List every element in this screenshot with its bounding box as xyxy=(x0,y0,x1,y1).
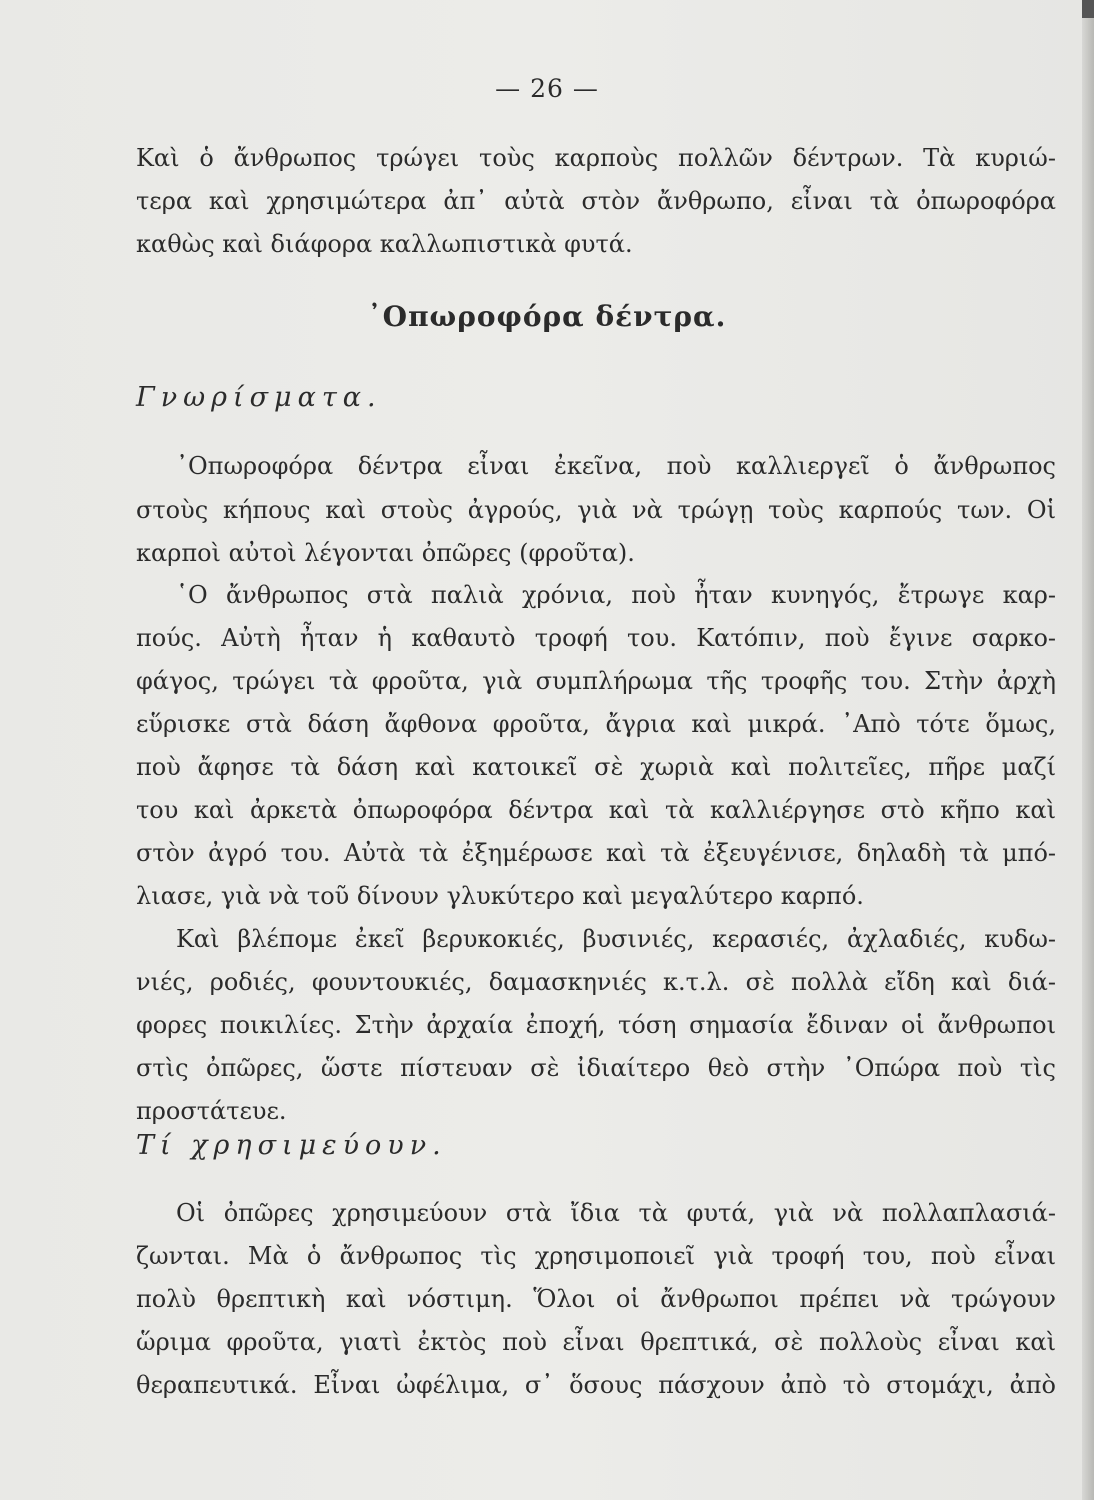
paragraph-line: Οἱ ὀπῶρες χρησιμεύουν στὰ ἴδια τὰ φυτά, γιὰ νὰ πολλαπλασιά- xyxy=(176,1199,1056,1227)
paragraph-line: στὶς ὀπῶρες, ὥστε πίστευαν σὲ ἰδιαίτερο θεὸ στὴν ᾿Οπώρα ποὺ τὶς xyxy=(136,1054,1056,1082)
paragraph-line: στοὺς κήπους καὶ στοὺς ἀγρούς, γιὰ νὰ τρώγῃ τοὺς καρπούς των. Οἱ xyxy=(136,496,1056,524)
paragraph-line: προστάτευε. xyxy=(136,1097,287,1125)
paragraph-line: νιές, ροδιές, φουντουκιές, δαμασκηνιές κ.τ.λ. σὲ πολλὰ εἴδη καὶ διά- xyxy=(136,968,1056,996)
paragraph-line: φορες ποικιλίες. Στὴν ἀρχαία ἐποχή, τόση σημασία ἔδιναν οἱ ἄνθρωποι xyxy=(136,1011,1056,1039)
subsection-title-uses: Τί χρησιμεύουν. xyxy=(136,1130,447,1161)
paragraph-line: ποὺ ἄφησε τὰ δάση καὶ κατοικεῖ σὲ χωριὰ καὶ πολιτεῖες, πῆρε μαζί xyxy=(136,753,1056,781)
section-title: ᾿Οπωροφόρα δέντρα. xyxy=(367,300,727,333)
paragraph-line: λιασε, γιὰ νὰ τοῦ δίνουν γλυκύτερο καὶ μεγαλύτερο καρπό. xyxy=(136,882,864,910)
intro-line: τερα καὶ χρησιμώτερα ἀπ᾿ αὐτὰ στὸν ἄνθρωπο, εἶναι τὰ ὀπωροφόρα xyxy=(136,187,1056,215)
page-edge xyxy=(1082,0,1094,1500)
paragraph-line: ζωνται. Μὰ ὁ ἄνθρωπος τὶς χρησιμοποιεῖ γιὰ τροφή του, ποὺ εἶναι xyxy=(136,1242,1056,1270)
paragraph-line: στὸν ἀγρό του. Αὐτὰ τὰ ἐξημέρωσε καὶ τὰ ἐξευγένισε, δηλαδὴ τὰ μπό- xyxy=(136,839,1056,867)
paragraph-line: εὕρισκε στὰ δάση ἄφθονα φροῦτα, ἄγρια καὶ μικρά. ᾿Απὸ τότε ὅμως, xyxy=(136,710,1056,738)
paragraph-line: πολὺ θρεπτικὴ καὶ νόστιμη. Ὅλοι οἱ ἄνθρωποι πρέπει νὰ τρώγουν xyxy=(136,1285,1056,1313)
subsection-title-features: Γνωρίσματα. xyxy=(136,382,382,413)
paragraph-line: ῾Ο ἄνθρωπος στὰ παλιὰ χρόνια, ποὺ ἦταν κυνηγός, ἔτρωγε καρ- xyxy=(176,581,1056,609)
paragraph-line: καρποὶ αὐτοὶ λέγονται ὀπῶρες (φροῦτα). xyxy=(136,539,635,567)
page-corner xyxy=(1082,0,1094,18)
paragraph-line: φάγος, τρώγει τὰ φροῦτα, γιὰ συμπλήρωμα τῆς τροφῆς του. Στὴν ἀρχὴ xyxy=(136,667,1056,695)
intro-line: καθὼς καὶ διάφορα καλλωπιστικὰ φυτά. xyxy=(136,230,633,258)
paragraph-line: ᾿Οπωροφόρα δέντρα εἶναι ἐκεῖνα, ποὺ καλλιεργεῖ ὁ ἄνθρωπος xyxy=(176,452,1056,480)
paragraph-line: Καὶ βλέπομε ἐκεῖ βερυκοκιές, βυσινιές, κερασιές, ἀχλαδιές, κυδω- xyxy=(176,925,1056,953)
page-number: — 26 — xyxy=(495,74,599,103)
paragraph-line: πούς. Αὐτὴ ἦταν ἡ καθαυτὸ τροφή του. Κατόπιν, ποὺ ἔγινε σαρκο- xyxy=(136,624,1056,652)
paragraph-line: θεραπευτικά. Εἶναι ὠφέλιμα, σ᾿ ὅσους πάσχουν ἀπὸ τὸ στομάχι, ἀπὸ xyxy=(136,1371,1056,1399)
intro-line: Καὶ ὁ ἄνθρωπος τρώγει τοὺς καρποὺς πολλῶν δέντρων. Τὰ κυριώ- xyxy=(136,144,1056,172)
paragraph-line: ὥριμα φροῦτα, γιατὶ ἐκτὸς ποὺ εἶναι θρεπτικά, σὲ πολλοὺς εἶναι καὶ xyxy=(136,1328,1056,1356)
paragraph-line: του καὶ ἀρκετὰ ὀπωροφόρα δέντρα καὶ τὰ καλλιέργησε στὸ κῆπο καὶ xyxy=(136,796,1056,824)
